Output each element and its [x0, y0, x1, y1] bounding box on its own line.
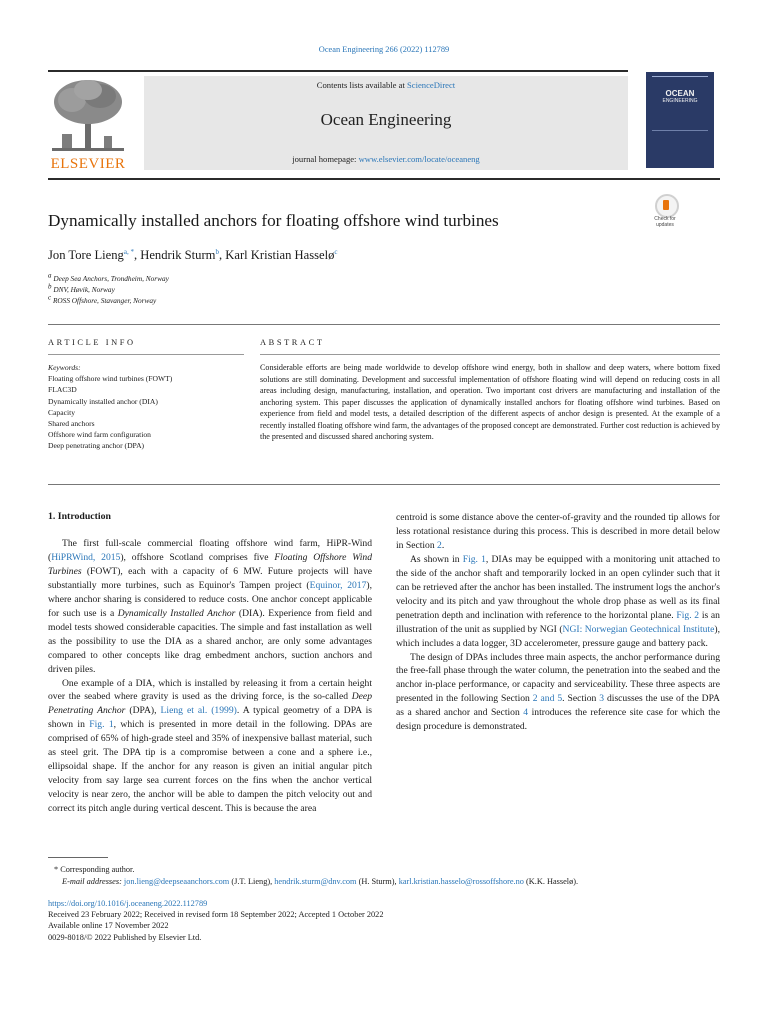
affiliation: $^a$ Deep Sea Anchors, Trondheim, Norway: [48, 271, 169, 283]
affiliation: $^b$ DNV, Høvik, Norway: [48, 282, 115, 294]
keywords-list: [48, 362, 248, 452]
journal-title: Ocean Engineering: [320, 110, 452, 129]
body-paragraph: One example of a DIA, which is installed by releasing it from a certain height over the seabed where gravity is used as the driving force, is the so-called Deep Penetrating Anchor (DPA), Lieng et al. (1999). A typical geometry of a DPA is shown in Fig. 1, which is presented in more detail in the following. DPAs are comprised of 65% of high-grade steel and 35% of inexpensive ballast material, such as steel grit. The DPA tip is a compromise between a cone and a sphere i.e., ellipsoidal shape. If the anchor for any reason is given an initial angular pitch velocity from say large sea current forces on the fins when the anchor vertical velocity is near zero, the anchor will be able to dampen the pitch velocity out and correct its pitch angle during vertical descent. This is because the area: [48, 677, 372, 815]
author-affiliation-mark[interactable]: a, *: [123, 247, 134, 256]
citation-link[interactable]: 2 and 5: [532, 693, 563, 705]
body-paragraph: The design of DPAs includes three main aspects, the anchor performance during the free-fall phase through the water column, the penetration into the seabed and the anchor in-place performance, or capacity and serviceability. These three aspects are presented in the following Section 2 and 5. Section 3 discusses the use of the DPA as a shared anchor and Section 4 introduces the reference site case for which the design procedure is demonstrated.: [396, 651, 720, 733]
journal-homepage-link[interactable]: www.elsevier.com/locate/oceaneng: [358, 154, 480, 164]
citation-link[interactable]: Lieng et al. (1999): [160, 705, 237, 717]
received-dates: Received 23 February 2022; Received in revised form 18 September 2022; Accepted 1 October 2022: [48, 910, 384, 920]
email-addresses: E-mail addresses: jon.lieng@deepseaanchors.com (J.T. Lieng), hendrik.sturm@dnv.com (H. Sturm), karl.kristian.hasselo@rossoffshore.no (K.K. Hasselø).: [62, 877, 579, 887]
elsevier-wordmark: ELSEVIER: [50, 156, 126, 172]
affiliation: $^c$ ROSS Offshore, Stavanger, Norway: [48, 293, 157, 305]
body-column-left: [48, 537, 372, 816]
online-date: Available online 17 November 2022: [48, 921, 169, 931]
check-for-updates-badge[interactable]: Check for updates: [648, 194, 682, 230]
citation-link[interactable]: Fig. 1: [89, 719, 114, 731]
article-info-heading: ARTICLE INFO: [48, 338, 136, 347]
abstract-text: Considerable efforts are being made worldwide to develop offshore wind energy, both in shallow and deep waters, where bottom fixed solutions are still dominating. Development and successful implementation of offshore floating wind will depend on reducing costs in all areas including design, manufacturing, installation, and operation. Two important cost drivers are manufacturing and installation of the anchoring system. This paper discusses the application of dynamically installed anchors for floating offshore wind turbines. Based on experience from field and model tests, a detailed description of the different aspects of anchor design is presented. At the example of a recently installed floating offshore wind farm, the advantages of the proposed concept are demonstrated. Further cost reduction is achieved by the presented and discussed shared anchoring system.: [260, 363, 720, 441]
tree-logo-icon: [48, 76, 128, 154]
citation-link[interactable]: Fig. 1: [462, 553, 486, 565]
cover-title-2: ENGINEERING: [662, 98, 698, 104]
header-rule-top: [48, 70, 628, 72]
keywords-label: Keywords:: [48, 363, 81, 372]
cover-title-1: OCEAN: [665, 89, 695, 98]
italic-term: Deep Penetrating Anchor: [48, 691, 372, 717]
article-title: Dynamically installed anchors for floating offshore wind turbines: [48, 211, 499, 230]
homepage-line: journal homepage: www.elsevier.com/locate/oceaneng: [292, 154, 480, 164]
citation-link[interactable]: Equinor, 2017: [309, 579, 367, 591]
keyword: Shared anchors: [48, 419, 95, 429]
keyword: Dynamically installed anchor (DIA): [48, 396, 158, 406]
italic-term: Floating Offshore Wind Turbines: [48, 551, 372, 577]
author-list: Jon Tore Lieng$^{a, *}$, Hendrik Sturm$^b$, Karl Kristian Hasselø$^c$: [48, 247, 338, 262]
body-paragraph: centroid is some distance above the center-of-gravity and the rounded tip allows for less rotational resistance during this process. This is described in more detail below in Section 2.: [396, 512, 720, 551]
body-paragraph: As shown in Fig. 1, DIAs may be equipped with a monitoring unit attached to the side of the anchor shaft and temporarily locked in an open cylinder such that it can be retrieved after the anchor has been installed. The instrument logs the anchor's velocity and its pitch and yaw throughout the whole drop phase as well as its final penetration depth and inclination with reference to the horizontal plane. Fig. 2 is an illustration of the unit as supplied by NGI (NGI: Norwegian Geotechnical Institute), which includes a data logger, 3D accelerometer, pressure gauge and battery pack.: [396, 553, 720, 649]
author-name[interactable]: Jon Tore Lieng: [48, 248, 124, 262]
citation-link[interactable]: 3: [599, 693, 605, 705]
divider: [48, 354, 244, 355]
abstract-heading: ABSTRACT: [260, 338, 325, 347]
divider: [260, 354, 720, 355]
body-column-right: [396, 511, 720, 734]
footnote-rule: [48, 857, 108, 858]
author-name[interactable]: Karl Kristian Hasselø: [225, 248, 335, 262]
citation-link[interactable]: Fig. 2: [676, 609, 700, 621]
footnotes: [48, 864, 728, 889]
citation-link[interactable]: NGI: Norwegian Geotechnical Institute: [562, 623, 715, 635]
corresponding-author-note: * Corresponding author.: [54, 865, 135, 874]
contents-line: Contents lists available at ScienceDirect: [316, 80, 456, 90]
keyword: FLAC3D: [48, 385, 77, 395]
divider: [48, 484, 720, 485]
email-link[interactable]: hendrik.sturm@dnv.com: [274, 877, 357, 887]
journal-header: [48, 70, 720, 174]
citation-link[interactable]: 2: [437, 539, 442, 551]
journal-reference-link[interactable]: Ocean Engineering 266 (2022) 112789: [318, 45, 450, 54]
header-rule-bottom: [48, 178, 720, 180]
italic-term: Dynamically Installed Anchor: [117, 607, 236, 619]
sciencedirect-link[interactable]: ScienceDirect: [407, 80, 456, 90]
keyword: Floating offshore wind turbines (FOWT): [48, 374, 173, 384]
author-affiliation-mark[interactable]: c: [334, 247, 338, 256]
body-paragraph: The first full-scale commercial floating offshore wind farm, HiPR-Wind (HiPRWind, 2015), offshore Scotland comprises five Floating Offshore Wind Turbines (FOWT), each with a capacity of 6 MW. Future projects will have substantially more turbines, such as Equinor's Tampen project (Equinor, 2017), where anchor sharing is considered to reduce costs. One anchor concept applicable for such use is a Dynamically Installed Anchor (DIA). Experience from field and model tests showed considerable capacities. The simple and fast installation as well as the possibility to use the DIA as a shared anchor, are only some advantages compared to other concepts like drag embedment anchors, suction anchors and driven piles.: [48, 538, 372, 675]
copyright: 0029-8018/© 2022 Published by Elsevier Ltd.: [48, 932, 202, 942]
citation-link[interactable]: 4: [523, 707, 529, 719]
keyword: Offshore wind farm configuration: [48, 430, 151, 440]
email-link[interactable]: karl.kristian.hasselo@rossoffshore.no: [398, 877, 524, 887]
keyword: Capacity: [48, 407, 75, 417]
email-link[interactable]: jon.lieng@deepseaanchors.com: [123, 877, 230, 887]
bookmark-icon: [655, 194, 679, 218]
author-affiliation-mark[interactable]: b: [215, 247, 219, 256]
citation-link[interactable]: HiPRWind, 2015: [51, 551, 121, 563]
keyword: Deep penetrating anchor (DPA): [48, 441, 145, 451]
publication-info: [48, 898, 728, 943]
journal-info-box: [144, 76, 628, 170]
section-heading: 1. Introduction: [48, 511, 111, 522]
divider: [48, 324, 720, 325]
elsevier-tree-logo[interactable]: [48, 76, 128, 170]
doi-link[interactable]: https://doi.org/10.1016/j.oceaneng.2022.112789: [48, 899, 208, 908]
journal-cover-thumbnail[interactable]: [646, 72, 714, 168]
author-name[interactable]: Hendrik Sturm: [140, 248, 216, 262]
